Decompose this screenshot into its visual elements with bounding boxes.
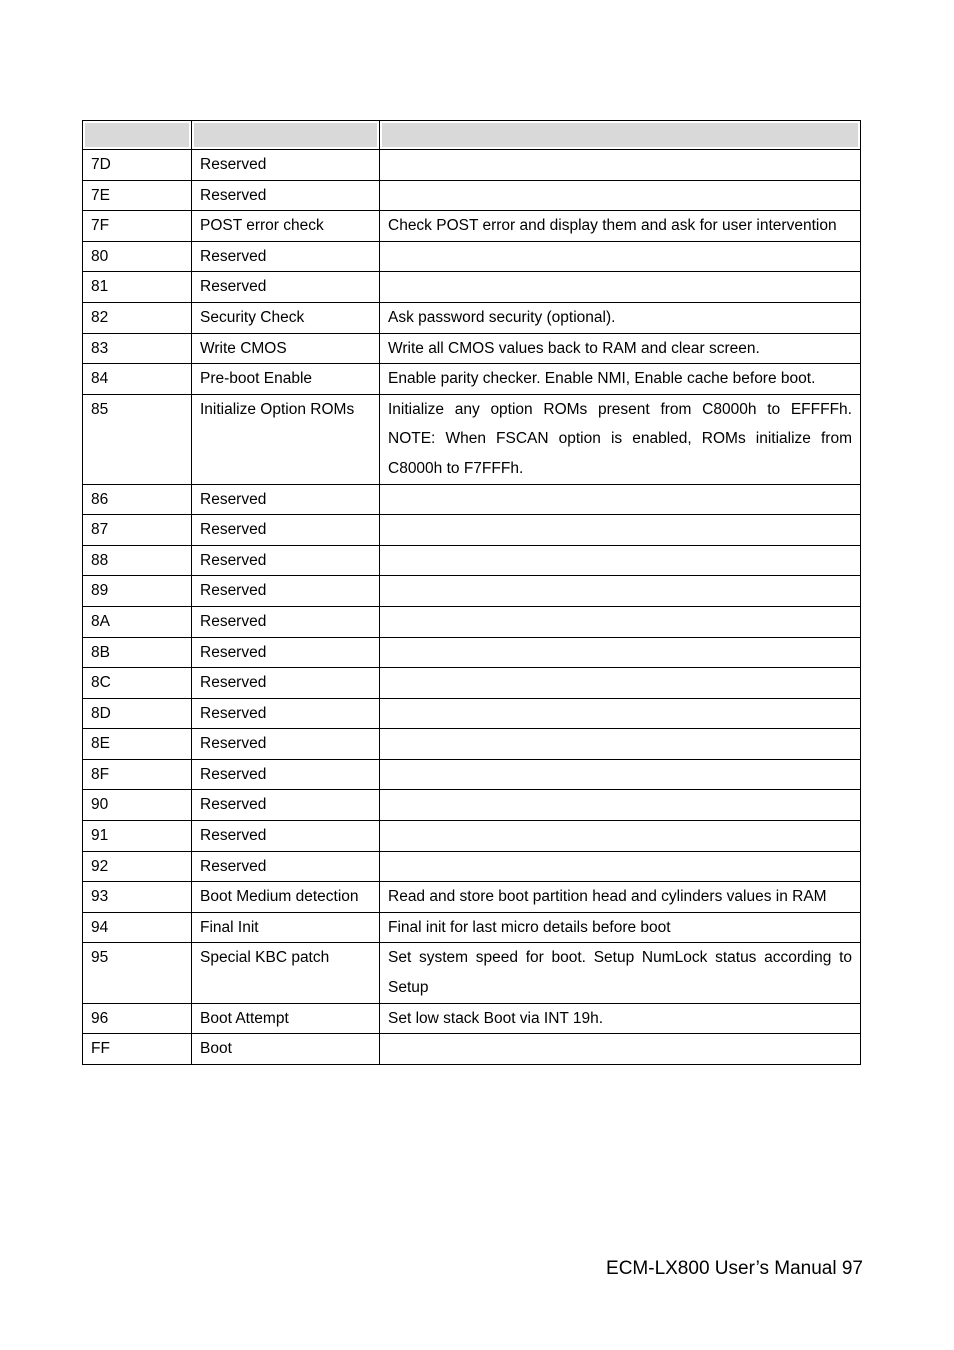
name-cell: Reserved (192, 180, 380, 211)
table-row (83, 606, 861, 637)
header-cell-description (380, 121, 861, 150)
description-cell (380, 606, 861, 637)
table-row (83, 943, 861, 1003)
code-cell: 96 (83, 1003, 192, 1034)
name-cell: Reserved (192, 272, 380, 303)
header-cell-name (192, 121, 380, 150)
table-row (83, 515, 861, 546)
description-cell: Check POST error and display them and ask for user intervention (380, 211, 861, 242)
code-cell: 88 (83, 545, 192, 576)
name-cell: Special KBC patch (192, 943, 380, 1003)
description-cell (380, 515, 861, 546)
table-row (83, 668, 861, 699)
code-cell: 87 (83, 515, 192, 546)
code-cell: 82 (83, 302, 192, 333)
description-cell: Enable parity checker. Enable NMI, Enable cache before boot. (380, 364, 861, 395)
name-cell: Reserved (192, 515, 380, 546)
description-cell (380, 637, 861, 668)
description-cell (380, 821, 861, 852)
code-cell: 94 (83, 912, 192, 943)
code-cell: 8C (83, 668, 192, 699)
description-cell: Write all CMOS values back to RAM and clear screen. (380, 333, 861, 364)
description-cell (380, 1034, 861, 1065)
table-row (83, 180, 861, 211)
code-cell: 91 (83, 821, 192, 852)
description-cell (380, 851, 861, 882)
table-row (83, 698, 861, 729)
name-cell: Reserved (192, 484, 380, 515)
table-row (83, 272, 861, 303)
code-cell: 8D (83, 698, 192, 729)
table-row (83, 241, 861, 272)
table-row (83, 302, 861, 333)
code-cell: 8F (83, 759, 192, 790)
name-cell: Boot Medium detection (192, 882, 380, 913)
name-cell: Reserved (192, 668, 380, 699)
description-cell (380, 150, 861, 181)
code-cell: 86 (83, 484, 192, 515)
code-cell: 93 (83, 882, 192, 913)
table-header-row (83, 121, 861, 150)
post-code-table (82, 120, 861, 1065)
table-row (83, 882, 861, 913)
description-cell (380, 241, 861, 272)
description-cell: Final init for last micro details before boot (380, 912, 861, 943)
table-row (83, 1003, 861, 1034)
name-cell: Initialize Option ROMs (192, 394, 380, 484)
table-row (83, 912, 861, 943)
table-row (83, 484, 861, 515)
description-cell (380, 272, 861, 303)
name-cell: Reserved (192, 759, 380, 790)
code-cell: 8B (83, 637, 192, 668)
description-cell: Set system speed for boot. Setup NumLock status according to Setup (380, 943, 861, 1003)
name-cell: Reserved (192, 150, 380, 181)
table-row (83, 364, 861, 395)
code-cell: 89 (83, 576, 192, 607)
table-row (83, 1034, 861, 1065)
code-cell: 83 (83, 333, 192, 364)
code-cell: FF (83, 1034, 192, 1065)
description-cell: Initialize any option ROMs present from C8000h to EFFFFh. NOTE: When FSCAN option is enabled, ROMs initialize from C8000h to F7FFFh. (380, 394, 861, 484)
name-cell: Write CMOS (192, 333, 380, 364)
name-cell: Boot Attempt (192, 1003, 380, 1034)
name-cell: Reserved (192, 576, 380, 607)
description-cell (380, 698, 861, 729)
table-row (83, 851, 861, 882)
name-cell: Boot (192, 1034, 380, 1065)
code-cell: 7E (83, 180, 192, 211)
description-cell (380, 729, 861, 760)
table-row (83, 790, 861, 821)
table-row (83, 545, 861, 576)
name-cell: Reserved (192, 851, 380, 882)
description-cell (380, 668, 861, 699)
page-footer: ECM-LX800 User’s Manual 97 (606, 1258, 863, 1279)
code-cell: 90 (83, 790, 192, 821)
name-cell: POST error check (192, 211, 380, 242)
name-cell: Reserved (192, 241, 380, 272)
table-row (83, 333, 861, 364)
name-cell: Pre-boot Enable (192, 364, 380, 395)
description-cell: Ask password security (optional). (380, 302, 861, 333)
code-cell: 81 (83, 272, 192, 303)
description-cell (380, 180, 861, 211)
name-cell: Reserved (192, 821, 380, 852)
code-cell: 7D (83, 150, 192, 181)
code-cell: 85 (83, 394, 192, 484)
code-cell: 84 (83, 364, 192, 395)
table-body (83, 150, 861, 1065)
description-cell (380, 759, 861, 790)
name-cell: Reserved (192, 698, 380, 729)
name-cell: Final Init (192, 912, 380, 943)
description-cell (380, 576, 861, 607)
name-cell: Reserved (192, 545, 380, 576)
name-cell: Reserved (192, 606, 380, 637)
table-row (83, 729, 861, 760)
code-cell: 95 (83, 943, 192, 1003)
code-cell: 8A (83, 606, 192, 637)
description-cell (380, 484, 861, 515)
code-cell: 7F (83, 211, 192, 242)
table-row (83, 759, 861, 790)
table-row (83, 394, 861, 484)
code-cell: 80 (83, 241, 192, 272)
table-row (83, 576, 861, 607)
header-cell-code (83, 121, 192, 150)
table-row (83, 211, 861, 242)
table-row (83, 150, 861, 181)
name-cell: Reserved (192, 637, 380, 668)
name-cell: Reserved (192, 790, 380, 821)
code-cell: 92 (83, 851, 192, 882)
description-cell (380, 790, 861, 821)
code-cell: 8E (83, 729, 192, 760)
name-cell: Security Check (192, 302, 380, 333)
table-row (83, 637, 861, 668)
table-row (83, 821, 861, 852)
description-cell: Read and store boot partition head and cylinders values in RAM (380, 882, 861, 913)
description-cell: Set low stack Boot via INT 19h. (380, 1003, 861, 1034)
name-cell: Reserved (192, 729, 380, 760)
description-cell (380, 545, 861, 576)
